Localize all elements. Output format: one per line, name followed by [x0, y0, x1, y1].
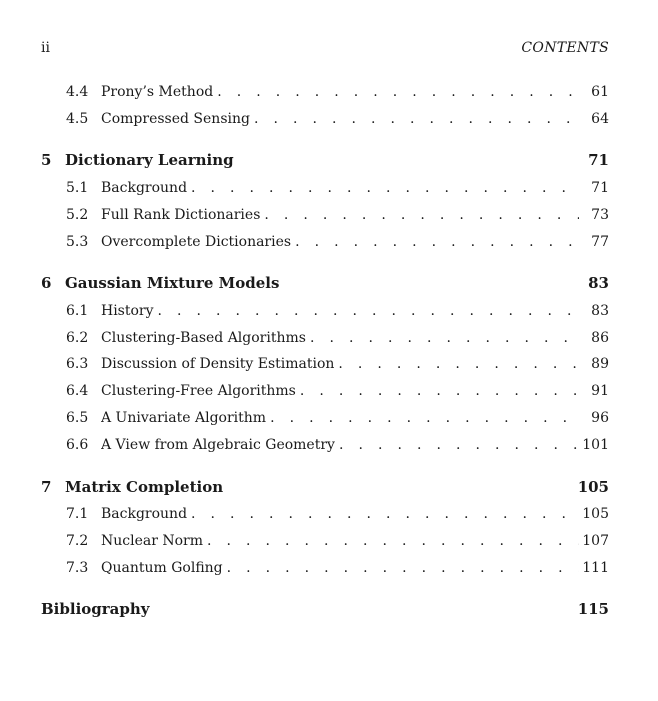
- toc-section-5-2[interactable]: [66, 204, 609, 226]
- section-page: 73: [591, 207, 609, 223]
- section-number: 6.4: [66, 383, 89, 399]
- section-title: A View from Algebraic Geometry: [101, 437, 335, 453]
- section-page: 86: [591, 330, 609, 346]
- toc-section-7-1[interactable]: [66, 503, 609, 525]
- chapter-number: 7: [41, 478, 52, 496]
- section-title: Overcomplete Dictionaries: [101, 234, 292, 250]
- section-title: Nuclear Norm: [101, 533, 204, 549]
- dot-leader: [310, 327, 579, 349]
- toc-section-7-2[interactable]: [66, 530, 609, 552]
- toc-section-6-1[interactable]: [66, 300, 609, 322]
- section-title: Compressed Sensing: [101, 111, 250, 127]
- chapter-page: 71: [588, 151, 609, 169]
- chapter-page: 105: [577, 478, 609, 496]
- section-number: 4.4: [66, 84, 89, 100]
- toc-section-4-4[interactable]: [66, 81, 609, 103]
- toc-section-6-4[interactable]: [66, 380, 609, 402]
- section-title: Full Rank Dictionaries: [101, 207, 261, 223]
- dot-leader: [207, 530, 579, 552]
- toc-bibliography[interactable]: [41, 598, 609, 620]
- section-title: Discussion of Density Estimation: [101, 356, 335, 372]
- section-page: 101: [582, 437, 609, 453]
- dot-leader: [300, 380, 579, 402]
- chapter-title: Gaussian Mixture Models: [65, 274, 280, 292]
- section-number: 7.3: [66, 560, 89, 576]
- section-page: 96: [591, 410, 609, 426]
- section-number: 5.1: [66, 180, 89, 196]
- toc-section-6-2[interactable]: [66, 327, 609, 349]
- section-number: 5.3: [66, 234, 89, 250]
- section-page: 91: [591, 383, 609, 399]
- bibliography-page: 115: [577, 600, 609, 618]
- dot-leader: [339, 434, 579, 456]
- section-title: History: [101, 303, 154, 319]
- chapter-title: Dictionary Learning: [65, 151, 234, 169]
- section-title: A Univariate Algorithm: [101, 410, 267, 426]
- chapter-page: 83: [588, 274, 609, 292]
- dot-leader: [270, 407, 579, 429]
- dot-leader: [217, 81, 579, 103]
- section-page: 71: [591, 180, 609, 196]
- section-page: 77: [591, 234, 609, 250]
- section-number: 6.6: [66, 437, 89, 453]
- toc-section-6-6[interactable]: [66, 434, 609, 456]
- section-page: 89: [591, 356, 609, 372]
- section-title: Clustering-Free Algorithms: [101, 383, 296, 399]
- section-number: 6.2: [66, 330, 89, 346]
- section-title: Clustering-Based Algorithms: [101, 330, 306, 346]
- section-title: Background: [101, 506, 188, 522]
- section-number: 4.5: [66, 111, 89, 127]
- section-title: Prony’s Method: [101, 84, 214, 100]
- toc-section-7-3[interactable]: [66, 557, 609, 579]
- section-page: 64: [591, 111, 609, 127]
- dot-leader: [254, 108, 579, 130]
- chapter-number: 6: [41, 274, 52, 292]
- section-number: 7.1: [66, 506, 89, 522]
- dot-leader: [191, 177, 579, 199]
- dot-leader: [158, 300, 579, 322]
- chapter-title: Matrix Completion: [65, 478, 224, 496]
- toc-section-5-3[interactable]: [66, 231, 609, 253]
- toc-chapter-5[interactable]: [41, 149, 609, 171]
- toc-section-6-3[interactable]: [66, 353, 609, 375]
- section-title: Background: [101, 180, 188, 196]
- section-number: 6.5: [66, 410, 89, 426]
- running-head: [41, 40, 609, 60]
- toc-section-5-1[interactable]: [66, 177, 609, 199]
- dot-leader: [295, 231, 579, 253]
- section-number: 7.2: [66, 533, 89, 549]
- bibliography-title: Bibliography: [41, 600, 150, 618]
- toc-chapter-7[interactable]: [41, 476, 609, 498]
- section-page: 83: [591, 303, 609, 319]
- section-page: 105: [582, 506, 609, 522]
- dot-leader: [191, 503, 579, 525]
- dot-leader: [338, 353, 579, 375]
- header-page-number: ii: [41, 40, 50, 56]
- dot-leader: [264, 204, 579, 226]
- section-number: 6.3: [66, 356, 89, 372]
- chapter-number: 5: [41, 151, 52, 169]
- section-page: 107: [582, 533, 609, 549]
- section-number: 5.2: [66, 207, 89, 223]
- section-title: Quantum Golfing: [101, 560, 223, 576]
- section-page: 61: [591, 84, 609, 100]
- header-title: CONTENTS: [521, 40, 609, 56]
- section-number: 6.1: [66, 303, 89, 319]
- dot-leader: [227, 557, 579, 579]
- toc-section-6-5[interactable]: [66, 407, 609, 429]
- section-page: 111: [582, 560, 609, 576]
- toc-section-4-5[interactable]: [66, 108, 609, 130]
- toc-chapter-6[interactable]: [41, 272, 609, 294]
